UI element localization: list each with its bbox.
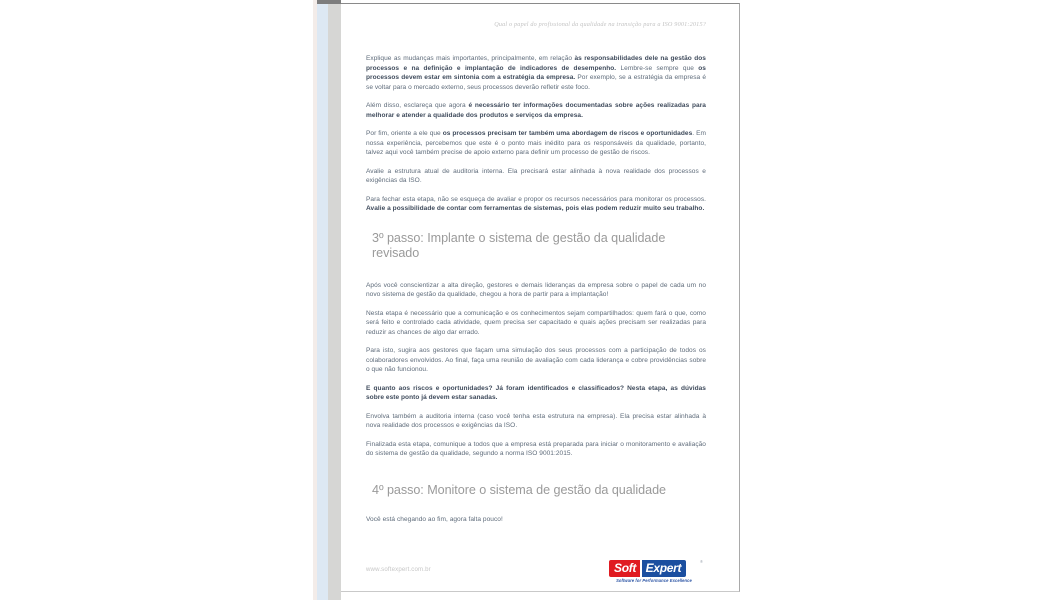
paragraph: [366, 101, 706, 120]
body-text: Avalie a estrutura atual de auditoria interna. Ela precisará estar alinhada à nova realidade dos processos e exigências da ISO.: [366, 167, 706, 184]
body-text: Após você conscientizar a alta direção, gestores e demais lideranças da empresa sobre o papel de cada um no novo sistema de gestão da qualidade, chegou a hora de partir para a implantação!: [366, 281, 706, 298]
page-gutter-gray-band: [328, 0, 341, 600]
paragraph: [366, 384, 706, 403]
page-content: [366, 54, 706, 534]
step-3-paragraph-group: [366, 281, 706, 459]
intro-paragraph-group: [366, 54, 706, 214]
body-text: . Em nossa experiência, percebemos que este é o ponto mais inédito para os responsáveis da qualidade, portanto, talvez aqui você também precise de apoio externo para definir um processo de gestão de riscos.: [366, 130, 706, 156]
paragraph: [366, 440, 706, 459]
paragraph: [366, 309, 706, 338]
step-3-block: [372, 231, 706, 262]
emphasis-text: os processos devem estar em sintonia com a estratégia da empresa.: [366, 64, 706, 81]
body-text: Finalizada esta etapa, comunique a todos que a empresa está preparada para iniciar o monitoramento e avaliação do sistema de gestão da qualidade, segundo a norma ISO 9001:2015.: [366, 440, 706, 457]
document-page: [341, 3, 740, 592]
paragraph: [366, 412, 706, 431]
body-text: Nesta etapa é necessário que a comunicação e os conhecimentos sejam compartilhados: quem fará o que, como será feito e controlado cada atividade, quem precisa ser capacitado e quais ações precisam ser realizadas para reduzir as chances de algo dar errado.: [366, 309, 706, 336]
body-text: Para fechar esta etapa, não se esqueça de avaliar e propor os recursos necessários para monitorar os processos.: [366, 195, 706, 203]
emphasis-text: é necessário ter informações documentadas sobre ações realizadas para melhorar e atender a qualidade dos produtos e serviços da empresa.: [366, 102, 706, 119]
logo-word-soft: Soft: [609, 560, 640, 577]
paragraph: [366, 54, 706, 92]
paragraph: [366, 346, 706, 375]
paragraph: [366, 281, 706, 300]
paragraph: [366, 515, 706, 525]
body-text: Além disso, esclareça que agora: [366, 102, 469, 109]
emphasis-text: os processos precisam ter também uma abordagem de riscos e oportunidades: [442, 130, 693, 137]
body-text: Você está chegando ao fim, agora falta pouco!: [366, 516, 503, 523]
page-gutter-top-edge: [317, 0, 341, 4]
body-text: Para isto, sugira aos gestores que façam uma simulação dos seus processos com a participação de todos os colaboradores envolvidos. Ao final, faça uma reunião de avaliação com cada liderança e cobre providências sobre o que não funcionou.: [366, 347, 706, 373]
paragraph: [366, 129, 706, 158]
body-text: Por fim, oriente a ele que: [366, 130, 443, 137]
body-text: Explique as mudanças mais importantes, principalmente, em relação: [366, 55, 575, 62]
paragraph: [366, 195, 706, 214]
page-gutter-blue-band: [317, 0, 328, 600]
step-4-block: [372, 483, 706, 499]
emphasis-text: E quanto aos riscos e oportunidades? Já foram identificados e classificados? Nesta etapa, as dúvidas sobre este ponto já devem estar sanadas.: [366, 384, 706, 401]
step-4-heading: 4º passo: Monitore o sistema de gestão da qualidade: [372, 482, 666, 497]
running-header: Qual o papel do profissional da qualidade na transição para a ISO 9001:2015?: [494, 21, 706, 28]
emphasis-text: Avalie a possibilidade de contar com ferramentas de sistemas, pois elas podem reduzir muito seu trabalho.: [366, 205, 705, 212]
body-text: Lembre-se sempre que: [616, 64, 699, 72]
softexpert-logo: [609, 559, 703, 583]
footer-website-url: www.softexpert.com.br: [366, 566, 431, 573]
body-text: Envolva também a auditoria interna (caso você tenha esta estrutura na empresa). Ela precisa estar alinhada à nova realidade dos processos e exigências da ISO.: [366, 412, 706, 429]
body-text: Por exemplo, se a estratégia da empresa é se voltar para o mercado externo, seus processos deverão refletir este foco.: [366, 74, 707, 91]
emphasis-text: às responsabilidades dele na gestão dos processos e na definição e implantação de indicadores de desempenho.: [366, 55, 706, 72]
logo-tagline: Software for Performance Excellence: [616, 578, 692, 583]
registered-trademark-icon: ®: [700, 559, 703, 564]
paragraph: [366, 167, 706, 186]
logo-wordmark: [609, 559, 703, 577]
logo-word-expert: Expert: [642, 560, 687, 577]
step-3-heading: 3º passo: Implante o sistema de gestão da qualidade revisado: [372, 230, 666, 260]
step-4-paragraph-group: [366, 515, 706, 525]
